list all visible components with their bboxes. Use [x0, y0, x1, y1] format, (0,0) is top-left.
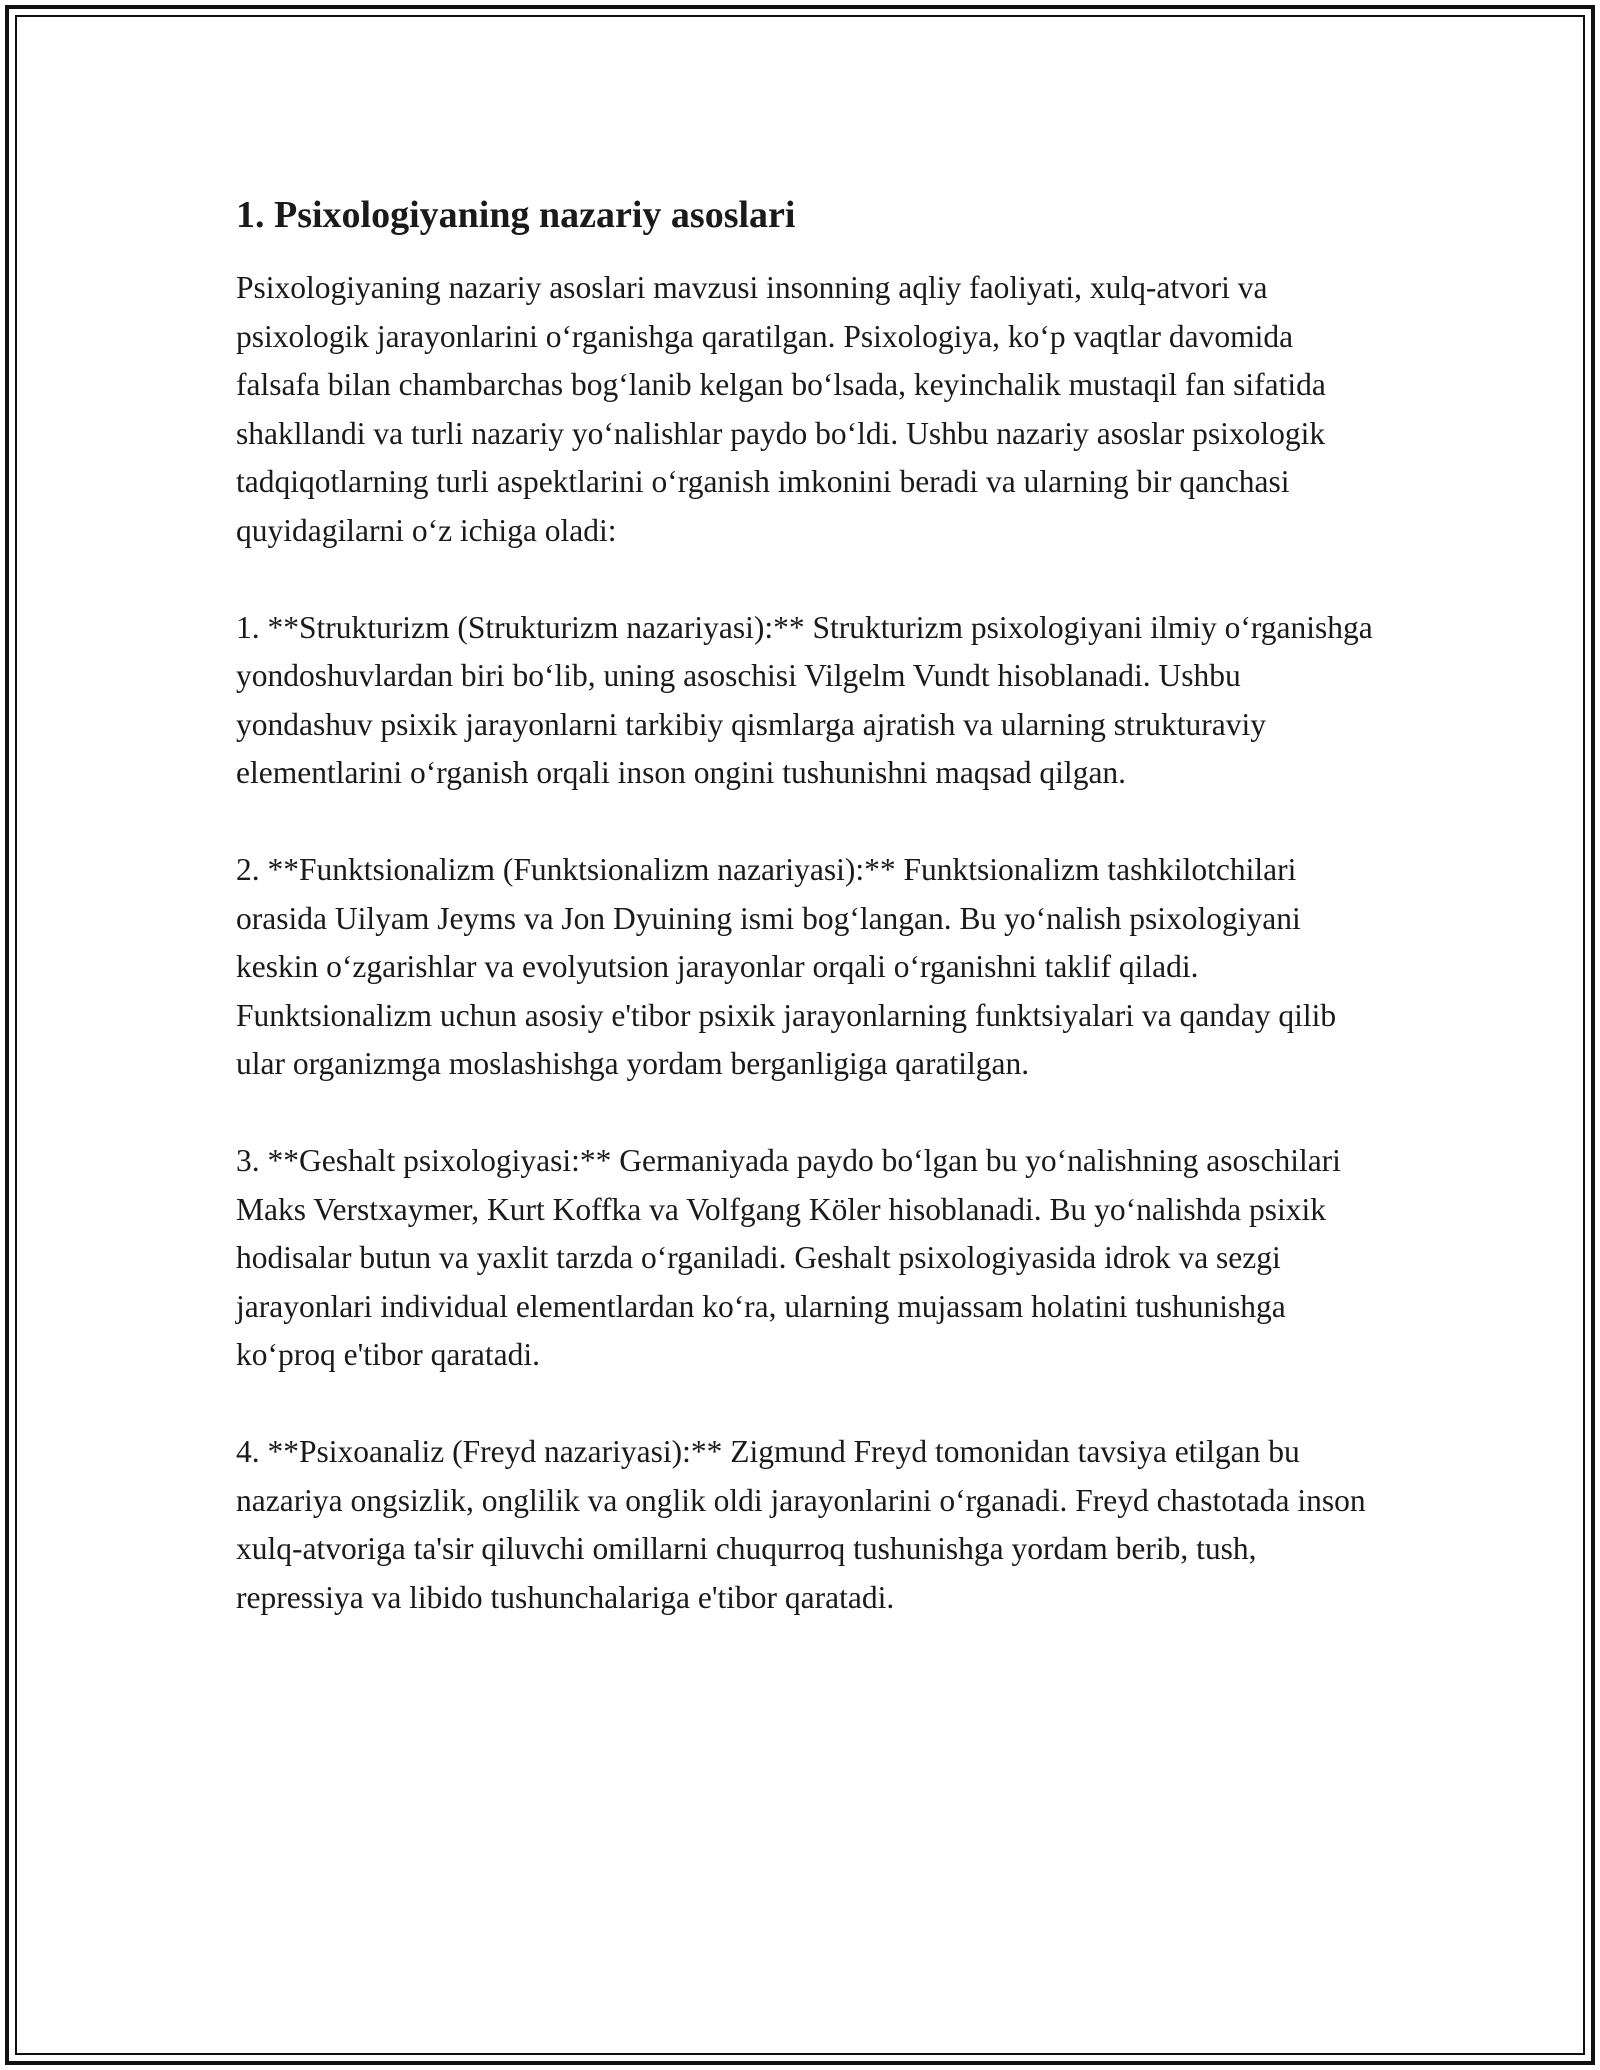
- document-title: 1. Psixologiyaning nazariy asoslari: [236, 194, 796, 236]
- document-body: [236, 188, 1376, 1671]
- paragraph-funktsionalizm: 2. **Funktsionalizm (Funktsionalizm nazariyasi):** Funktsionalizm tashkilotchilari orasida Uilyam Jeyms va Jon Dyuining ismi bog‘langan. Bu yo‘nalish psixologiyani keskin o‘zgarishlar va evolyutsion jarayonlar orqali o‘rganishni taklif qiladi. Funktsionalizm uchun asosiy e'tibor psixik jarayonlarning funktsiyalari va qanday qilib ular organizmga moslashishga yordam berganligiga qaratilgan.: [236, 852, 1337, 1081]
- paragraph-strukturizm: 1. **Strukturizm (Strukturizm nazariyasi):** Strukturizm psixologiyani ilmiy o‘rganishga yondoshuvlardan biri bo‘lib, uning asoschisi Vilgelm Vundt hisoblanadi. Ushbu yondashuv psixik jarayonlarni tarkibiy qismlarga ajratish va ularning strukturaviy elementlarini o‘rganish orqali inson ongini tushunishni maqsad qilgan.: [236, 609, 1373, 790]
- paragraph-geshalt: 3. **Geshalt psixologiyasi:** Germaniyada paydo bo‘lgan bu yo‘nalishning asoschilari Maks Verstxaymer, Kurt Koffka va Volfgang Köler hisoblanadi. Bu yo‘nalishda psixik hodisalar butun va yaxlit tarzda o‘rganiladi. Geshalt psixologiyasida idrok va sezgi jarayonlari individual elementlardan ko‘ra, ularning mujassam holatini tushunishga ko‘proq e'tibor qaratadi.: [236, 1143, 1341, 1372]
- paragraph-psixoanaliz: 4. **Psixoanaliz (Freyd nazariyasi):** Zigmund Freyd tomonidan tavsiya etilgan bu nazariya ongsizlik, onglilik va onglik oldi jarayonlarini o‘rganadi. Freyd chastotada inson xulq-atvoriga ta'sir qiluvchi omillarni chuqurroq tushunishga yordam berib, tush, repressiya va libido tushunchalariga e'tibor qaratadi.: [236, 1434, 1366, 1615]
- intro-paragraph: Psixologiyaning nazariy asoslari mavzusi insonning aqliy faoliyati, xulq-atvori va psixologik jarayonlarini o‘rganishga qaratilgan. Psixologiya, ko‘p vaqtlar davomida falsafa bilan chambarchas bog‘lanib kelgan bo‘lsada, keyinchalik mustaqil fan sifatida shakllandi va turli nazariy yo‘nalishlar paydo bo‘ldi. Ushbu nazariy asoslar psixologik tadqiqotlarning turli aspektlarini o‘rganish imkonini beradi va ularning bir qanchasi quyidagilarni o‘z ichiga oladi:: [236, 270, 1326, 548]
